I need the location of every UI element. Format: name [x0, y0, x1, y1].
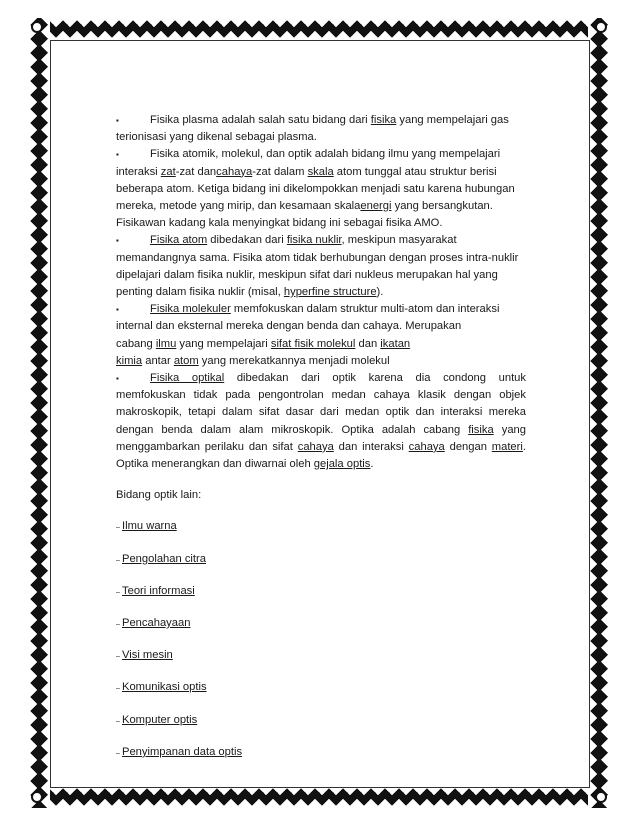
optics-field-item [116, 615, 526, 633]
optics-field-link[interactable]: Pencahayaan [122, 617, 191, 630]
hyperlink[interactable]: fisika [468, 423, 494, 436]
optics-field-link[interactable]: Visi mesin [122, 649, 173, 662]
text-line: mereka, metode yang mirip, dan kesamaan skalaenergi yang bersangkutan. [116, 200, 493, 213]
hyperlink[interactable]: Fisika atom [150, 234, 208, 247]
hyperlink[interactable]: Fisika molekuler [150, 303, 231, 316]
optics-field-item [116, 551, 526, 569]
hyperlink[interactable]: skala [307, 165, 334, 178]
corner-ornament [595, 791, 607, 803]
optics-field-link[interactable]: Teori informasi [122, 584, 195, 597]
text-line: ▪ Fisika optikal dibedakan dari optik karena dia condong untuk [116, 370, 526, 387]
bullet-icon: ▪ [116, 150, 119, 160]
hyperlink[interactable]: materi [491, 440, 523, 453]
text-line: Optika menerangkan dan diwarnai oleh gejala optis. [116, 458, 374, 471]
dash-bullet-icon: – [116, 524, 120, 532]
decorative-border-left [28, 18, 50, 808]
decorative-border-top [28, 18, 610, 40]
hyperlink[interactable]: atom [173, 354, 199, 367]
hyperlink[interactable]: gejala optis [313, 458, 371, 471]
hyperlink[interactable]: fisika nuklir [286, 234, 342, 247]
dash-bullet-icon: – [116, 556, 120, 564]
decorative-border-right [588, 18, 610, 808]
dash-bullet-icon: – [116, 588, 120, 596]
paragraph-item [116, 112, 526, 146]
optics-field-link[interactable]: Penyimpanan data optis [122, 745, 243, 758]
bullet-icon: ▪ [116, 374, 119, 384]
document-body [116, 112, 526, 762]
hyperlink[interactable]: cahaya [216, 165, 253, 178]
text-line: kimia antar atom yang merekatkannya menjadi molekul [116, 354, 390, 367]
text-line: ▪ Fisika plasma adalah salah satu bidang dari fisika yang mempelajari gas [116, 112, 526, 129]
optics-field-item [116, 744, 526, 762]
text-line: dipelajari dalam fisika nuklir, meskipun sifat dari nukleus merupakan hal yang [116, 268, 498, 281]
paragraph-item [116, 232, 526, 301]
corner-ornament [31, 21, 43, 33]
dash-bullet-icon: – [116, 749, 120, 757]
corner-ornament [31, 791, 43, 803]
text-line: penting dalam fisika nuklir (misal, hyperfine structure). [116, 286, 384, 299]
hyperlink[interactable]: energi [360, 200, 392, 213]
optics-field-link[interactable]: Komputer optis [122, 713, 198, 726]
optics-field-link[interactable]: Ilmu warna [122, 520, 177, 533]
paragraph-item [116, 146, 526, 232]
optics-field-item [116, 647, 526, 665]
text-line: ▪ Fisika molekuler memfokuskan dalam struktur multi-atom dan interaksi [116, 301, 526, 318]
bullet-list [116, 112, 526, 473]
hyperlink[interactable]: Fisika optikal [150, 372, 225, 385]
optics-subheading: Bidang optik lain: [116, 489, 202, 502]
text-line: internal dan eksternal mereka dengan benda dan cahaya. Merupakan [116, 320, 462, 333]
decorative-border-bottom [28, 786, 610, 808]
optics-field-item [116, 518, 526, 536]
bullet-icon: ▪ [116, 236, 119, 246]
text-line: dengan benda dalam alam mikroskopik. Optika adalah cabang fisika yang [116, 423, 526, 436]
text-line: menggambarkan perilaku dan sifat cahaya dan interaksi cahaya dengan materi. [116, 440, 526, 453]
optics-field-item [116, 583, 526, 601]
dash-bullet-icon: – [116, 717, 120, 725]
text-line: terionisasi yang dikenal sebagai plasma. [116, 131, 317, 144]
hyperlink[interactable]: cahaya [297, 440, 334, 453]
paragraph-item [116, 301, 526, 370]
hyperlink[interactable]: ilmu [155, 337, 177, 350]
hyperlink[interactable]: fisika [370, 114, 397, 126]
hyperlink[interactable]: ikatan [380, 337, 411, 350]
text-line: beberapa atom. Ketiga bidang ini dikelompokkan menjadi satu karena hubungan [116, 182, 515, 195]
optics-field-link[interactable]: Komunikasi optis [122, 681, 207, 694]
text-line: memfokuskan tidak pada pengontrolan medan cahaya klasik dengan objek [116, 389, 526, 402]
text-line: makroskopik, tetapi dalam sifat dasar dari medan optik dan interaksi mereka [116, 406, 526, 419]
hyperlink[interactable]: kimia [116, 354, 143, 367]
text-line: Fisikawan kadang kala menyingkat bidang ini sebagai fisika AMO. [116, 217, 443, 230]
hyperlink[interactable]: zat [160, 165, 176, 178]
text-line: interaksi zat-zat dancahaya-zat dalam skala atom tunggal atau struktur berisi [116, 165, 497, 178]
hyperlink[interactable]: sifat fisik molekul [270, 337, 356, 350]
text-line: ▪ Fisika atom dibedakan dari fisika nuklir, meskipun masyarakat [116, 232, 526, 249]
dash-bullet-icon: – [116, 685, 120, 693]
bullet-icon: ▪ [116, 305, 119, 315]
corner-ornament [595, 21, 607, 33]
text-line: memandangnya sama. Fisika atom tidak berhubungan dengan proses intra-nuklir [116, 251, 519, 264]
hyperlink[interactable]: cahaya [408, 440, 445, 453]
optics-field-link[interactable]: Pengolahan citra [122, 552, 206, 565]
optics-field-item [116, 712, 526, 730]
dash-bullet-icon: – [116, 621, 120, 629]
dash-bullet-icon: – [116, 653, 120, 661]
hyperlink[interactable]: hyperfine structure [283, 286, 377, 299]
optics-field-list [116, 518, 526, 762]
text-line: ▪ Fisika atomik, molekul, dan optik adalah bidang ilmu yang mempelajari [116, 146, 526, 163]
bullet-icon: ▪ [116, 116, 119, 125]
paragraph-item [116, 370, 526, 473]
optics-field-item [116, 679, 526, 697]
text-line: cabang ilmu yang mempelajari sifat fisik molekul dan ikatan [116, 337, 411, 350]
